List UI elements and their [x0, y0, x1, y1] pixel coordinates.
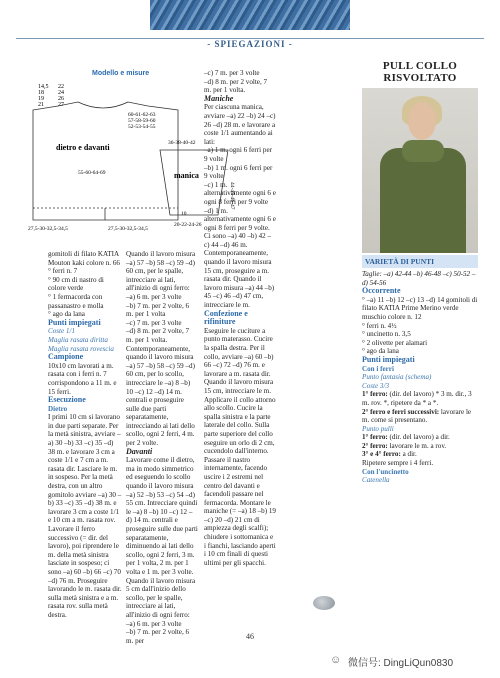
row-text: (dir. del lavoro) a dir. — [387, 433, 450, 442]
row-label: 2° ferro e ferri successivi: — [362, 407, 440, 416]
stitch-name: Catenella — [362, 476, 390, 485]
page-number: 46 — [246, 632, 254, 641]
body-label: dietro e davanti — [56, 143, 110, 152]
yarn-intro: gomitoli di filato KATIA Mouton kaki colore n. 66 — [48, 250, 120, 267]
bottom-right-measure: 27,5-30-32,5-34,5 — [108, 226, 148, 232]
paragraph: –a) 6 m. per 3 volte — [126, 619, 182, 628]
sizes: Taglie: –a) 42-44 –b) 46-48 –c) 50-52 –d) 54-56 — [362, 270, 476, 287]
paragraph: Ci sono –a) 40 –b) 42 –c) 44 –d) 46 m. — [204, 232, 271, 249]
stitch-name: Punto pulli — [362, 424, 394, 433]
heading-punti: Punti impiegati — [48, 317, 101, 327]
height-right-2: 24 — [58, 90, 64, 96]
finishing-instructions: Eseguire le cuciture a punto materasso. Cucire la spalla destra. Per il collo, avviare –a) 60 –b) 66 –c) 72 –d) 76 m. e lavorare a m. rasata dir. Quando il lavoro misura 15 cm, intrecciare le m. Applicare il collo attorno allo scollo. Cucire la spalla sinistra e la parte laterale del collo. Sulla parte superiore del collo eseguire un orlo di 2 cm, cucendolo dall'interno. Passare il nastro internamente, facendo uscire i 2 estremi nel centro del davanti e facendoli passare nel fermacorda. Montare le maniche (= –a) 18 –b) 19 –c) 20 –d) 21 cm di ampiezza degli scalfi); chiudere i sottomanica e i fianchi, lasciando aperti i 10 cm finali di questi ultimi per gli spacchi. — [204, 326, 276, 567]
paragraph: –a) 1 m. ogni 6 ferri per 9 volte — [204, 146, 272, 163]
supply-item: ° ferri n. 4½ — [362, 321, 397, 330]
row-text: (dir. del lavoro) * 3 m. dir., 3 m. rov. *, ripetere da * a *. — [362, 390, 472, 407]
row-label: 2° ferro: — [362, 441, 388, 450]
row-label: 1° ferro: — [362, 390, 388, 399]
height-left-2: 18 — [38, 90, 44, 96]
row-label: 3° e 4° ferro: — [362, 450, 401, 459]
supply-item: ° –a) 11 –b) 12 –c) 13 –d) 14 gomitoli di filato KATIA Prime Merino verde muschio colore n. 12 — [362, 295, 478, 321]
paragraph: –b) 7 m. per 2 volte, 6 m. per — [126, 628, 190, 645]
paragraph: –d) 1 m. alternativamente ogni 6 e ogni 8 ferri per 9 volte. — [204, 206, 276, 232]
heading-occorrente: Occorrente — [362, 286, 401, 296]
knit-texture-strip — [150, 0, 350, 30]
text-column-2 — [126, 250, 198, 645]
diagram-title: Modello e misure — [92, 70, 150, 77]
paragraph: –b) 7 m. per 2 volte, 6 m. per 1 volta — [126, 301, 190, 319]
stitch-name: Coste 3/3 — [362, 381, 389, 390]
heading-campione: Campione — [48, 352, 84, 362]
heading-maniche: Maniche — [204, 93, 234, 103]
sleeve-top-measure: 36-38-40-42 — [168, 140, 196, 146]
row-text: a dir. — [400, 450, 417, 459]
subheading-ferri: Con i ferri — [362, 364, 394, 373]
side-length: 10 — [181, 211, 187, 217]
paragraph: –a) 6 m. per 3 volte — [126, 292, 182, 301]
height-right-4: 27 — [58, 102, 64, 108]
heading-dietro: Dietro — [48, 404, 68, 413]
paragraph: Contemporaneamente, quando il lavoro misura 15 cm, proseguire a m. rasata dir. Quando il lavoro misura –a) 44 –b) 45 –c) 46 –d) 47 cm, intrecciare le m. — [204, 249, 275, 310]
heading-davanti: Davanti — [126, 446, 153, 456]
stitch-name: Punto fantasia (schema) — [362, 373, 432, 382]
project-title: PULL COLLO RISVOLTATO — [382, 60, 458, 84]
height-left-3: 19 — [38, 96, 44, 102]
heading-esecuzione: Esecuzione — [48, 395, 86, 405]
shoulder-measure-3: 52-53-54-55 — [128, 124, 156, 130]
paragraph: –c) 7 m. per 3 volte — [126, 318, 182, 327]
difficulty-band: VARIETÀ DI PUNTI — [362, 255, 478, 268]
sleeve-label: manica — [174, 171, 199, 180]
stitch-2: Maglia rasata diritta — [48, 335, 108, 344]
sleeve-length-measure: 44-45-46-47 — [229, 182, 235, 210]
stitch-1: Coste 1/1 — [48, 327, 75, 336]
subheading-uncinetto: Con l'uncinetto — [362, 467, 409, 476]
section-title: - SPIEGAZIONI - — [0, 39, 500, 49]
model-photo — [362, 88, 478, 253]
heading-confezione: Confezione e rifiniture — [204, 308, 248, 327]
paragraph: –b) 1 m. ogni 6 ferri per 9 volte — [204, 163, 273, 181]
paragraph: Quando il lavoro misura –a) 57 –b) 58 –c) 59 –d) 60 cm, per le spalle, intrecciare ai lati, all'inizio di ogni ferro: — [126, 250, 196, 293]
heading-punti: Punti impiegati — [362, 354, 415, 364]
watermark: 微信号: DingLiQun0830 — [348, 658, 454, 669]
paragraph: Ripetere sempre i 4 ferri. — [362, 459, 434, 468]
row-text: lavorare le m. come si presentano. — [362, 407, 472, 425]
width-measure: 55-60-64-69 — [78, 170, 106, 176]
sidebar-text — [362, 270, 478, 485]
paragraph: –d) 8 m. per 2 volte, 7 m. per 1 volta. — [126, 327, 190, 344]
height-left-4: 21 — [38, 102, 44, 108]
sleeve-bottom-measure: 20-22-24-26 — [174, 222, 202, 228]
back-instructions: I primi 10 cm si lavorano in due parti separate. Per la metà sinistra, avviare –a) 30 –b) 33 –c) 35 –d) 38 m. e lavorare 3 cm a coste 1/1 e 7 cm a m. rasata dir. Lasciare le m. in sospeso. Per la metà destra, con un altro gomitolo avviare –a) 30 –b) 33 –c) 35 –d) 38 m. e lavorare 3 cm a coste 1/1 e 10 cm a m. rasata rov. Lavorare il ferro successivo (= dir. del lavoro), poi riprendere le m. della metà sinistra lasciate in sospeso; ci sono –a) 60 –b) 66 –c) 70 –d) 76 m. Proseguire lavorando le m. rasata dir. sulla metà sinistra e a m. rasata rov. sulla metà destra. — [48, 413, 122, 619]
wechat-icon: ☺ — [330, 654, 342, 666]
gauge-text: 10x10 cm lavorati a m. rasata con i ferri n. 7 corrispondono a 11 m. e 15 ferri. — [48, 361, 117, 396]
paragraph: –c) 7 m. per 3 volte — [204, 69, 260, 77]
supply-item: ° 90 cm di nastro di colore verde — [48, 275, 104, 293]
paragraph: –c) 1 m. alternativamente ogni 6 e ogni 8 ferri per 9 volte — [204, 180, 276, 206]
bottom-left-measure: 27,5-30-32,5-34,5 — [28, 226, 68, 232]
height-right-1: 22 — [58, 84, 64, 90]
supply-item: ° ago da lana — [362, 347, 399, 356]
paragraph: Contemporaneamente, quando il lavoro misura –a) 57 –b) 58 –c) 59 –d) 60 cm, per lo scollo, intrecciare le –a) 8 –b) 10 –c) 12 –d) 14 m. centrali e proseguire sulle due parti separatamente, intrecciando ai lati dello scollo, ogni 2 ferri, 4 m. per 2 volte. — [126, 344, 195, 448]
front-instructions: Lavorare come il dietro, ma in modo simmetrico ed eseguendo lo scollo quando il lavoro misura –a) 52 –b) 53 –c) 54 –d) 55 cm. Intrecciare quindi le –a) 8 –b) 10 –c) 12 –d) 14 m. centrali e proseguire sulle due parti separatamente, diminuendo ai lati dello scollo, ogni 2 ferri, 3 m. per 1 volta, 2 m. per 1 volta e 1 m. per 3 volte. Quando il lavoro misura 5 cm dall'inizio dello scollo, per le spalle, intrecciare ai lati, all'inizio di ogni ferro: — [126, 456, 198, 619]
supply-item: ° uncinetto n. 3,5 — [362, 330, 411, 339]
shoulder-measure-2: 57-58-59-60 — [128, 118, 156, 124]
project-sidebar — [362, 60, 478, 485]
supply-item: ° ferri n. 7 — [48, 267, 78, 276]
text-column-3 — [204, 69, 276, 567]
row-text: lavorare le m. a rov. — [387, 441, 447, 450]
sleeve-instructions: Per ciascuna manica, avviare –a) 22 –b) 24 –c) 26 –d) 28 m. e lavorare a coste 1/1 aumentando ai lati: — [204, 103, 276, 146]
body-outline — [33, 102, 178, 220]
height-left-1: 14,5 — [38, 84, 49, 90]
height-right-3: 26 — [58, 96, 64, 102]
text-column-1 — [48, 250, 122, 620]
shoulder-measure-1: 60-61-62-63 — [128, 112, 156, 118]
supply-item: ° 2 olivette per alamari — [362, 338, 428, 347]
yarn-ball-icon — [313, 596, 335, 610]
supply-item: ° 1 fermacorda con passanastro e molla — [48, 292, 104, 310]
stitch-3: Maglia rasata rovescia — [48, 344, 114, 353]
supply-item: ° ago da lana — [48, 310, 85, 319]
paragraph: –d) 8 m. per 2 volte, 7 m. per 1 volta. — [204, 77, 268, 95]
row-label: 1° ferro: — [362, 433, 388, 442]
